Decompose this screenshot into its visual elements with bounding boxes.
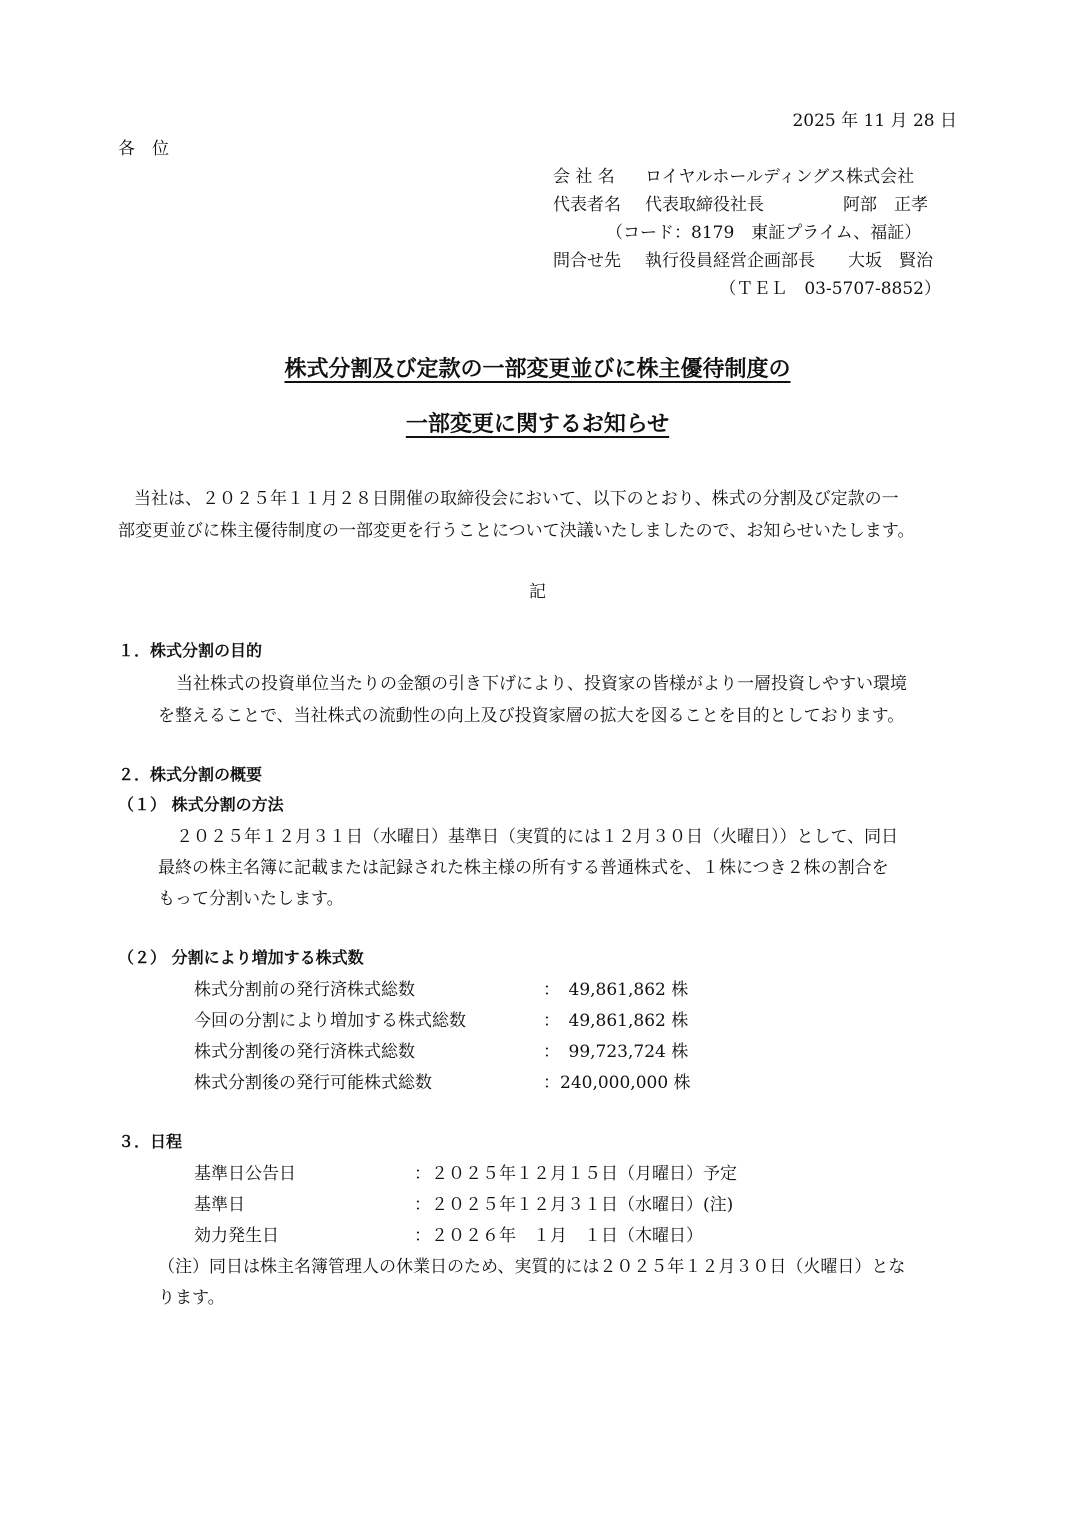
shares-row-label: 株式分割後の発行可能株式総数 <box>194 1073 432 1093</box>
schedule-row-value: ：２０２５年１２月１５日（月曜日）予定 <box>414 1164 737 1184</box>
split-method-line2: 最終の株主名簿に記載または記録された株主様の所有する普通株式を、１株につき２株の割合を <box>158 858 889 878</box>
section1-line1: 当社株式の投資単位当たりの金額の引き下げにより、投資家の皆様がより一層投資しやすい環境 <box>176 674 907 694</box>
shares-row-value: ： 99,723,724 株 <box>543 1042 689 1062</box>
telephone-line: （ＴＥＬ 03-5707-8852） <box>719 279 941 299</box>
company-name: ロイヤルホールディングス株式会社 <box>645 167 915 187</box>
company-label: 会 社 名 <box>553 167 615 187</box>
shares-row-value: ： 49,861,862 株 <box>543 1011 689 1031</box>
document-title-line2: 一部変更に関するお知らせ <box>405 412 670 437</box>
schedule-row-label: 基準日 <box>194 1195 245 1215</box>
split-method-line3: もって分割いたします。 <box>158 889 344 909</box>
split-method-line1: ２０２５年１２月３１日（水曜日）基準日（実質的には１２月３０日（火曜日））として、同日 <box>176 827 899 847</box>
representative-name: 阿部 正孝 <box>843 195 928 215</box>
stock-code-line: （コード：8179 東証プライム、福証） <box>606 223 922 243</box>
shares-row-label: 今回の分割により増加する株式総数 <box>194 1011 466 1031</box>
representative-label: 代表者名 <box>553 195 621 215</box>
schedule-row-label: 効力発生日 <box>194 1226 279 1246</box>
schedule-row-label: 基準日公告日 <box>194 1164 296 1184</box>
subsection-split-method-heading: （１） 株式分割の方法 <box>118 795 284 814</box>
contact-name: 大坂 賢治 <box>848 251 933 271</box>
document-title-line1: 株式分割及び定款の一部変更並びに株主優待制度の <box>284 357 791 382</box>
schedule-note-line2: ります。 <box>158 1288 225 1308</box>
shares-row-label: 株式分割前の発行済株式総数 <box>194 980 415 1000</box>
intro-line1: 当社は、２０２５年１１月２８日開催の取締役会において、以下のとおり、株式の分割及び定款の一 <box>134 489 899 509</box>
schedule-row-value: ：２０２６年 １月 １日（木曜日） <box>414 1226 703 1246</box>
subsection-share-increase-heading: （２） 分割により増加する株式数 <box>118 948 364 967</box>
schedule-note-line1: （注）同日は株主名簿管理人の休業日のため、実質的には２０２５年１２月３０日（火曜日）とな <box>158 1257 906 1277</box>
contact-title: 執行役員経営企画部長 <box>645 251 815 271</box>
ki-marker: 記 <box>529 582 546 602</box>
shares-row-value: ： 49,861,862 株 <box>543 980 689 1000</box>
representative-title: 代表取締役社長 <box>645 195 764 215</box>
section1-line2: を整えることで、当社株式の流動性の向上及び投資家層の拡大を図ることを目的としております。 <box>158 706 905 726</box>
shares-row-value: ：240,000,000 株 <box>543 1073 691 1093</box>
addressee: 各 位 <box>118 139 169 159</box>
section3-heading: ３．日程 <box>118 1132 183 1151</box>
shares-row-label: 株式分割後の発行済株式総数 <box>194 1042 415 1062</box>
contact-label: 問合せ先 <box>553 251 621 271</box>
section1-heading: １．株式分割の目的 <box>118 641 263 660</box>
intro-line2: 部変更並びに株主優待制度の一部変更を行うことについて決議いたしましたので、お知らせいたします。 <box>118 521 915 541</box>
document-date: 2025 年 11 月 28 日 <box>792 111 957 131</box>
section2-heading: ２．株式分割の概要 <box>118 765 263 784</box>
schedule-row-value: ：２０２５年１２月３１日（水曜日）(注) <box>414 1195 734 1215</box>
